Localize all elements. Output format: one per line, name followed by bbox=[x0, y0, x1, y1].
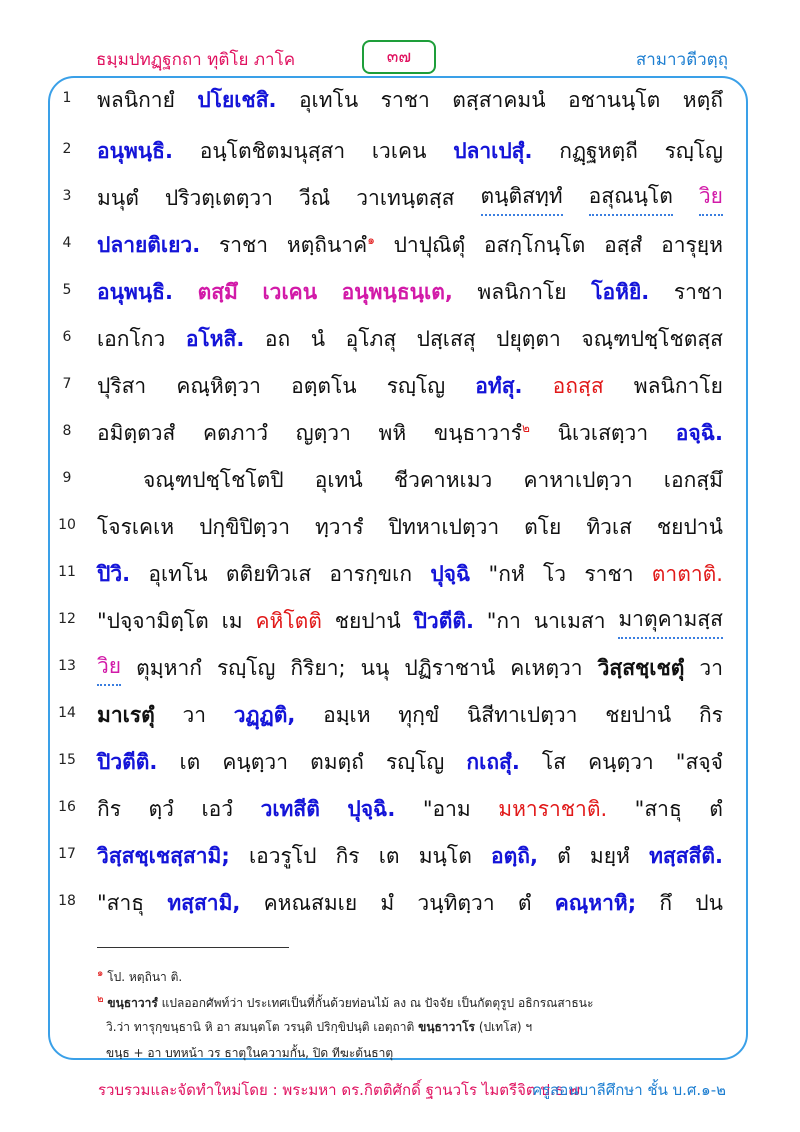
line-number: 1 bbox=[62, 90, 72, 106]
footnote-2: $^๒$ ขนฺธาวารํ แปลออกศัพท์ว่า ประเทศเป็นที่กั้นด้วยท่อนไม้ ลง ณ ปัจจัย เป็นกัตตุรูป อธิกรณสาธนะ bbox=[97, 994, 594, 1010]
word: มาเรตุํ bbox=[97, 702, 155, 727]
word: "อาม bbox=[422, 796, 471, 821]
word: ตํ bbox=[709, 796, 723, 821]
footnote-mark: ๑ bbox=[367, 232, 375, 247]
word: ปุจฺฉิ. bbox=[347, 796, 396, 821]
word: "ปจฺจามิตฺโต bbox=[97, 608, 209, 633]
word: นํ bbox=[310, 326, 326, 351]
word: ชีวคาหเมว bbox=[393, 467, 493, 492]
line-number: 10 bbox=[58, 517, 76, 533]
line-number: 17 bbox=[58, 846, 76, 862]
text-line bbox=[97, 507, 723, 547]
text-line bbox=[97, 648, 723, 688]
footnote-1: $^๑$ โป. หตฺถินา ติ. bbox=[97, 968, 183, 984]
word: ชยปานํ bbox=[656, 514, 723, 539]
word: วีณํ bbox=[298, 185, 331, 210]
line-number: 4 bbox=[62, 235, 72, 251]
line-number: 9 bbox=[62, 470, 72, 486]
header-title: ธมฺมปทฏฺฐกถา ทุติโย ภาโค bbox=[96, 50, 296, 70]
word: หตฺถึ bbox=[682, 87, 723, 112]
word: โจรเคเห bbox=[97, 514, 175, 539]
word: ราชา bbox=[673, 279, 723, 304]
word: อุเทนํ bbox=[314, 467, 363, 492]
word: อจฺฉิ. bbox=[675, 420, 723, 445]
word: กิริยา; bbox=[290, 655, 346, 680]
word: พลนิกายํ bbox=[97, 87, 175, 112]
word: กฏฺฐหตฺถี bbox=[559, 138, 638, 163]
word: เอวรูโป bbox=[248, 843, 317, 868]
line-number: 6 bbox=[62, 329, 72, 345]
footer-author: รวบรวมและจัดทำใหม่โดย : พระมหา ดร.กิตติศักดิ์ ฐานวโร ไมตรีจิต ป.ธ.๗ bbox=[98, 1081, 580, 1099]
word: กิร bbox=[335, 843, 360, 868]
word: ปุจฺฉิ bbox=[430, 561, 471, 586]
word: พลนิกาโย bbox=[633, 373, 723, 398]
text-line bbox=[97, 883, 723, 923]
line-number: 18 bbox=[58, 893, 76, 909]
word: เวเคน bbox=[371, 138, 427, 163]
line-number: 16 bbox=[58, 799, 76, 815]
word: อตฺถิ, bbox=[491, 843, 538, 868]
word: วา bbox=[699, 655, 723, 680]
word: อนุพนฺธิ. bbox=[97, 138, 173, 163]
word: อมฺเห bbox=[323, 702, 371, 727]
word: ตติยทิวเส bbox=[225, 561, 312, 586]
footnote-divider bbox=[97, 947, 289, 948]
text-line bbox=[97, 366, 723, 406]
word: นาเมสา bbox=[533, 608, 606, 633]
word: วเทสีติ bbox=[260, 796, 320, 821]
word: นนุ bbox=[360, 655, 390, 680]
word: นิสีทาเปตฺวา bbox=[466, 702, 578, 727]
word: ปิวิ. bbox=[97, 561, 131, 586]
word: จณฺฑปชฺโชตสฺส bbox=[581, 326, 723, 351]
word: อมิตฺตวสํ bbox=[97, 420, 176, 445]
word: โส bbox=[541, 749, 567, 774]
word: ตสฺมึ bbox=[197, 279, 238, 304]
text-line bbox=[97, 601, 723, 641]
word: รญฺโญ bbox=[385, 749, 445, 774]
word: ทิวเส bbox=[586, 514, 632, 539]
word: ชยปานํ bbox=[334, 608, 401, 633]
word: อชานนฺโต bbox=[568, 87, 661, 112]
word: อสุณนฺโต bbox=[589, 180, 673, 216]
text-line bbox=[97, 460, 723, 500]
line-number: 5 bbox=[62, 282, 72, 298]
word: ปิวตีติ. bbox=[413, 608, 474, 633]
word: กึ bbox=[659, 890, 673, 915]
word: มนฺโต bbox=[418, 843, 472, 868]
word: ปลายติเยว. bbox=[97, 232, 201, 257]
footer-course: ครูสอนบาลีศึกษา ชั้น บ.ศ.๑-๒ bbox=[532, 1081, 726, 1099]
word: มยฺหํ bbox=[589, 843, 630, 868]
word: ปุริสา bbox=[97, 373, 147, 398]
word: "สาธุ bbox=[97, 890, 145, 915]
word: เต bbox=[179, 749, 201, 774]
word: ปโยเชสิ. bbox=[197, 87, 277, 112]
word: "สาธุ bbox=[634, 796, 682, 821]
line-number: 2 bbox=[62, 141, 72, 157]
word: มํ bbox=[380, 890, 395, 915]
word: ตนฺติสทฺทํ bbox=[481, 180, 563, 216]
word: คตภาวํ bbox=[202, 420, 269, 445]
word: ตํ bbox=[557, 843, 571, 868]
text-line bbox=[97, 554, 723, 594]
line-number: 12 bbox=[58, 611, 76, 627]
word: รญฺโญ bbox=[217, 655, 276, 680]
word: ปิวตีติ. bbox=[97, 749, 158, 774]
word: ปยุตฺตา bbox=[496, 326, 561, 351]
word: วิย bbox=[699, 180, 723, 216]
word: ราชา bbox=[218, 232, 269, 257]
word: ปริวตฺเตตฺวา bbox=[164, 185, 273, 210]
word: วิสฺสชฺเชสฺสามิ; bbox=[97, 843, 230, 868]
word: มหาราชาติ. bbox=[498, 796, 608, 821]
word: วิย bbox=[97, 650, 121, 686]
word: เอกโกว bbox=[97, 326, 166, 351]
word: อุโภสุ bbox=[345, 326, 397, 351]
line-number: 7 bbox=[62, 376, 72, 392]
word: คเหตฺวา bbox=[510, 655, 583, 680]
page-number-badge: ๓๗ bbox=[362, 40, 436, 74]
word: อสฺสํ bbox=[604, 232, 643, 257]
word: กิร bbox=[698, 702, 723, 727]
word: อุเทโน bbox=[148, 561, 208, 586]
text-line bbox=[97, 131, 723, 171]
word: อุเทโน bbox=[298, 87, 359, 112]
word: วิสฺสชฺเชตุํ bbox=[597, 655, 685, 680]
word: ปาปุณิตุํ bbox=[393, 232, 466, 257]
line-number: 14 bbox=[58, 705, 76, 721]
footnote-mark: ๒ bbox=[522, 420, 530, 435]
word: นิเวเสตฺวา bbox=[557, 420, 649, 445]
word: อทํสุ. bbox=[475, 373, 523, 398]
word: โว bbox=[543, 561, 567, 586]
word: กิร bbox=[97, 796, 121, 821]
text-line bbox=[97, 319, 723, 359]
word: มาตุคามสฺส bbox=[618, 603, 723, 639]
line-number: 3 bbox=[62, 188, 72, 204]
word: ราชา bbox=[584, 561, 634, 586]
text-line bbox=[97, 272, 723, 312]
word: คหิโตติ bbox=[255, 608, 322, 633]
text-line bbox=[97, 178, 723, 218]
word: "กหํ bbox=[488, 561, 525, 586]
word: เวเคน bbox=[262, 279, 318, 304]
footnote-2-line-3: ขนฺธ + อา บทหน้า วร ธาตุในความกั้น, ปิด ทีฆะต้นธาตุ bbox=[106, 1046, 394, 1060]
word: ตสฺสาคมนํ bbox=[452, 87, 546, 112]
word: ตาตาติ. bbox=[651, 561, 723, 586]
text-line bbox=[97, 836, 723, 876]
word: จณฺฑปชฺโชโตปิ bbox=[143, 467, 284, 492]
word: วาเทนฺตสฺส bbox=[356, 185, 455, 210]
word: ชยปานํ bbox=[605, 702, 672, 727]
word: โอหิยิ. bbox=[591, 279, 650, 304]
word: "สจฺจํ bbox=[675, 749, 723, 774]
line-number: 11 bbox=[58, 564, 76, 580]
word: อารุยฺห bbox=[661, 232, 723, 257]
word: ราชา bbox=[380, 87, 430, 112]
word: รญฺโญ bbox=[664, 138, 723, 163]
word: อนฺโตชิตมนุสฺสา bbox=[199, 138, 346, 163]
word: อนุพนฺธนฺเต, bbox=[341, 279, 453, 304]
header-section-title: สามาวตีวตฺถุ bbox=[635, 50, 728, 70]
word: เต bbox=[378, 843, 400, 868]
word: อตฺตโน bbox=[291, 373, 357, 398]
word: ปลาเปสุํ. bbox=[453, 138, 533, 163]
word: ตโย bbox=[524, 514, 562, 539]
word: ปสฺเสสุ bbox=[416, 326, 476, 351]
word: ขนฺธาวารํ$^๒$ bbox=[433, 420, 530, 445]
word: ทุกฺขํ bbox=[398, 702, 440, 727]
word: พลนิกาโย bbox=[477, 279, 567, 304]
line-number: 15 bbox=[58, 752, 76, 768]
word: คณฺหิตฺวา bbox=[176, 373, 261, 398]
word: ทสฺสามิ, bbox=[167, 890, 241, 915]
word: ญตฺวา bbox=[295, 420, 351, 445]
text-line bbox=[97, 742, 723, 782]
word: ทฺวารํ bbox=[314, 514, 364, 539]
word: คนฺตฺวา bbox=[588, 749, 654, 774]
word: หตฺถินาคํ$^๑$ bbox=[286, 232, 375, 257]
text-line bbox=[97, 789, 723, 829]
text-line bbox=[97, 695, 723, 735]
word: ตํ bbox=[517, 890, 532, 915]
word: วา bbox=[182, 702, 207, 727]
word: "กา bbox=[486, 608, 521, 633]
word: ตฺวํ bbox=[148, 796, 174, 821]
word: ปน bbox=[695, 890, 723, 915]
text-line bbox=[97, 413, 723, 453]
word: รญฺโญ bbox=[386, 373, 446, 398]
word: ปกฺขิปิตฺวา bbox=[199, 514, 291, 539]
word: มนุตํ bbox=[97, 185, 139, 210]
word: ตุมฺหากํ bbox=[136, 655, 202, 680]
word: อโหสิ. bbox=[185, 326, 245, 351]
footnote-2-line-2: วิ.ว่า ทารุกฺขนฺธานิ หิ อา สมนฺตโต วรนฺติ ปริกฺขิปนฺติ เอตฺถาติ ขนฺธาวาโร (ปเทโส) ฯ bbox=[106, 1020, 533, 1034]
word: อถ bbox=[264, 326, 291, 351]
word: ทสฺสสีติ. bbox=[649, 843, 723, 868]
text-line bbox=[97, 225, 723, 265]
word: เม bbox=[221, 608, 243, 633]
word: อนุพนฺธิ. bbox=[97, 279, 173, 304]
word: พหิ bbox=[378, 420, 407, 445]
word: คหณสมเย bbox=[263, 890, 358, 915]
word: วนฺทิตฺวา bbox=[417, 890, 495, 915]
line-number: 8 bbox=[62, 423, 72, 439]
word: อถสฺส bbox=[552, 373, 604, 398]
line-number: 13 bbox=[58, 658, 76, 674]
word: เอกสฺมึ bbox=[663, 467, 723, 492]
word: กเถสุํ. bbox=[466, 749, 520, 774]
word: อสกฺโกนฺโต bbox=[483, 232, 586, 257]
word: คณฺหาหิ; bbox=[554, 890, 637, 915]
word: ปิทหาเปตฺวา bbox=[388, 514, 500, 539]
word: ตมตฺถํ bbox=[310, 749, 364, 774]
word: ปฏิราชานํ bbox=[404, 655, 496, 680]
text-line bbox=[97, 80, 723, 120]
word: อารกฺขเก bbox=[329, 561, 413, 586]
word: เอวํ bbox=[201, 796, 234, 821]
word: คนฺตฺวา bbox=[222, 749, 288, 774]
word: วฏฺฏติ, bbox=[233, 702, 296, 727]
word: คาหาเปตฺวา bbox=[523, 467, 633, 492]
